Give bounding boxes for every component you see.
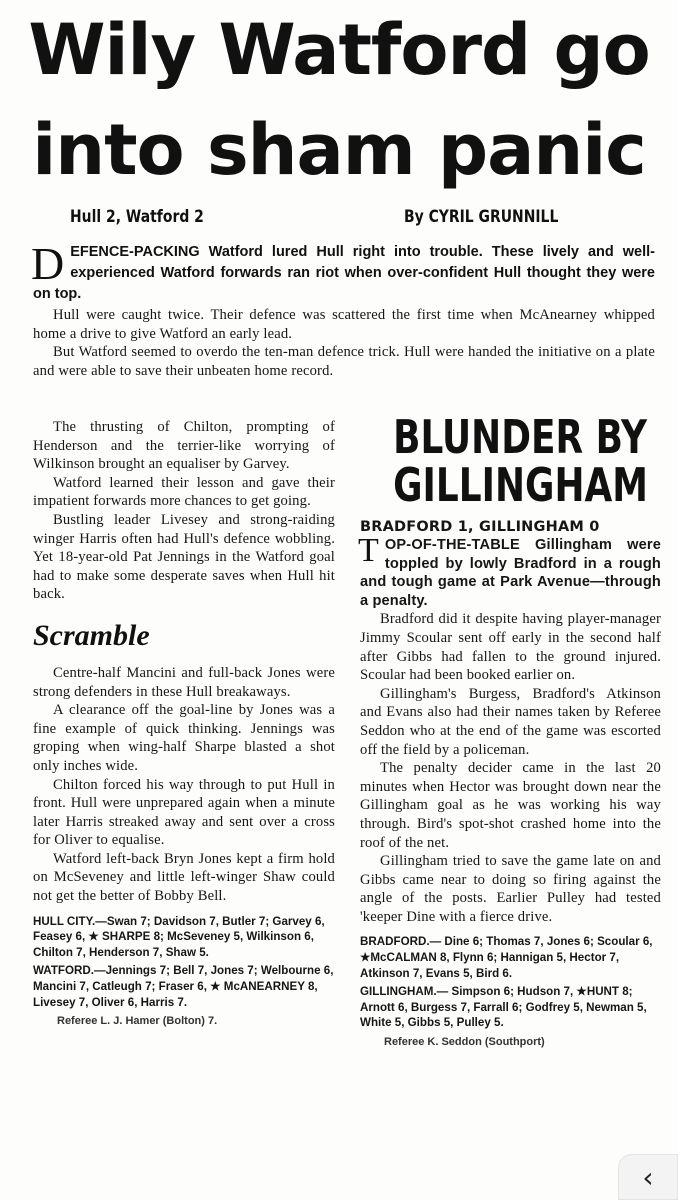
match-score: Hull 2, Watford 2 <box>70 207 204 227</box>
blunder-lead: TOP-OF-THE-TABLE Gillingham were toppled by lowly Bradford in a rough and tough game at Park Avenue—through a penalty. <box>358 532 661 609</box>
blunder-lineups <box>360 934 661 1051</box>
drop-cap: D <box>31 238 65 289</box>
gillingham-lineup: GILLINGHAM.— Simpson 6; Hudson 7, ★HUNT 8; Arnott 6, Burgess 7, Farrall 6; Godfrey 5, Newman 5, White 5, Gibbs 5, Pulley 5. <box>360 984 647 1030</box>
paragraph: Gillingham tried to save the game late on and Gibbs came near to doing so firing against the angle of the posts. Earlier Pulley had tested 'keeper Dine with a fierce drive. <box>360 853 661 925</box>
paragraph: A clearance off the goal-line by Jones was a fine example of quick thinking. Jennings was groping when wing-half Sharpe blasted a shot only inches wide. <box>33 702 335 774</box>
paragraph: Bradford did it despite having player-manager Jimmy Scoular sent off early in the second half after Gibbs had fallen to the ground injured. Scoular had been booked earlier on. <box>360 611 661 684</box>
blunder-headline-1: BLUNDER BY <box>393 410 647 464</box>
paragraph: The penalty decider came in the last 20 minutes when Hector was brought down near the Gillingham goal as he was working his way through. Bird's spot-shot crashed home into the roof of the net. <box>360 760 661 851</box>
author-byline: By CYRIL GRUNNILL <box>404 207 559 227</box>
paragraph: Watford learned their lesson and gave their impatient forwards more chances to get going. <box>33 474 335 510</box>
paragraph: Hull were caught twice. Their defence was scattered the first time when McAnearney whipped home a drive to give Watford an early lead. <box>33 307 655 342</box>
referee-line: Referee L. J. Hamer (Bolton) 7. <box>57 1015 218 1028</box>
blunder-headline-2: GILLINGHAM <box>393 458 648 512</box>
blunder-score: BRADFORD 1, GILLINGHAM 0 <box>360 519 600 535</box>
paragraph: Gillingham's Burgess, Bradford's Atkinson and Evans also had their names taken by Referee Seddon who at the end of the game was escorted off the field by a policeman. <box>360 685 661 758</box>
paragraph: Centre-half Mancini and full-back Jones were strong defenders in these Hull breakaways. <box>33 664 335 700</box>
pager-glyph: ‹ <box>642 1160 654 1194</box>
intro-text: EFENCE-PACKING Watford lured Hull right into trouble. These lively and well-experienced Watford forwards ran riot when over-confident Hull thought they were on top. <box>33 244 655 302</box>
headline-line-1: Wily Watford go <box>28 9 650 91</box>
right-column <box>358 410 661 1051</box>
left-column <box>33 418 335 1030</box>
intro-paragraph <box>31 238 655 305</box>
referee-line: Referee K. Seddon (Southport) <box>384 1036 545 1049</box>
paragraph: Chilton forced his way through to put Hull in front. Hull were unprepared again when a minute later Harris streaked away and sent over a cross for Oliver to equalise. <box>33 776 335 849</box>
chevron-left-icon[interactable] <box>618 1154 678 1200</box>
paragraph: Bustling leader Livesey and strong-raiding winger Harris often had Hull's defence wobbling. Yet 18-year-old Pat Jennings in the Watford goal had to make some desperate saves when Hull hit back. <box>33 511 335 603</box>
watford-lineup: WATFORD.—Jennings 7; Bell 7, Jones 7; Welbourne 6, Mancini 7, Catleugh 7; Fraser 6, ★ McANEARNEY 8, Livesey 7, Oliver 6, Harris 7. <box>33 964 334 1009</box>
drop-cap: T <box>358 532 379 569</box>
team-lineups <box>33 914 335 1031</box>
paragraph: Watford left-back Bryn Jones kept a firm hold on McSeveney and little left-winger Shaw could not get the better of Bobby Bell. <box>33 850 335 905</box>
wide-paragraphs <box>33 306 655 380</box>
paragraph: The thrusting of Chilton, prompting of Henderson and the terrier-like worrying of Wilkinson brought an equaliser by Garvey. <box>33 419 335 473</box>
section-subhead: Scramble <box>33 618 150 652</box>
bradford-lineup: BRADFORD.— Dine 6; Thomas 7, Jones 6; Scoular 6, ★McCALMAN 8, Flynn 6; Hannigan 5, Hector 7, Atkinson 7, Evans 5, Bird 6. <box>360 935 653 981</box>
paragraph: But Watford seemed to overdo the ten-man defence trick. Hull were handed the initiative on a plate and were able to save their unbeaten home record. <box>33 344 655 379</box>
hull-lineup: HULL CITY.—Swan 7; Davidson 7, Butler 7; Garvey 6, Feasey 6, ★ SHARPE 8; McSeveney 5, Wilkinson 6, Chilton 7, Henderson 7, Shaw 5. <box>33 914 325 960</box>
headline-line-2: into sham panic <box>32 109 646 191</box>
